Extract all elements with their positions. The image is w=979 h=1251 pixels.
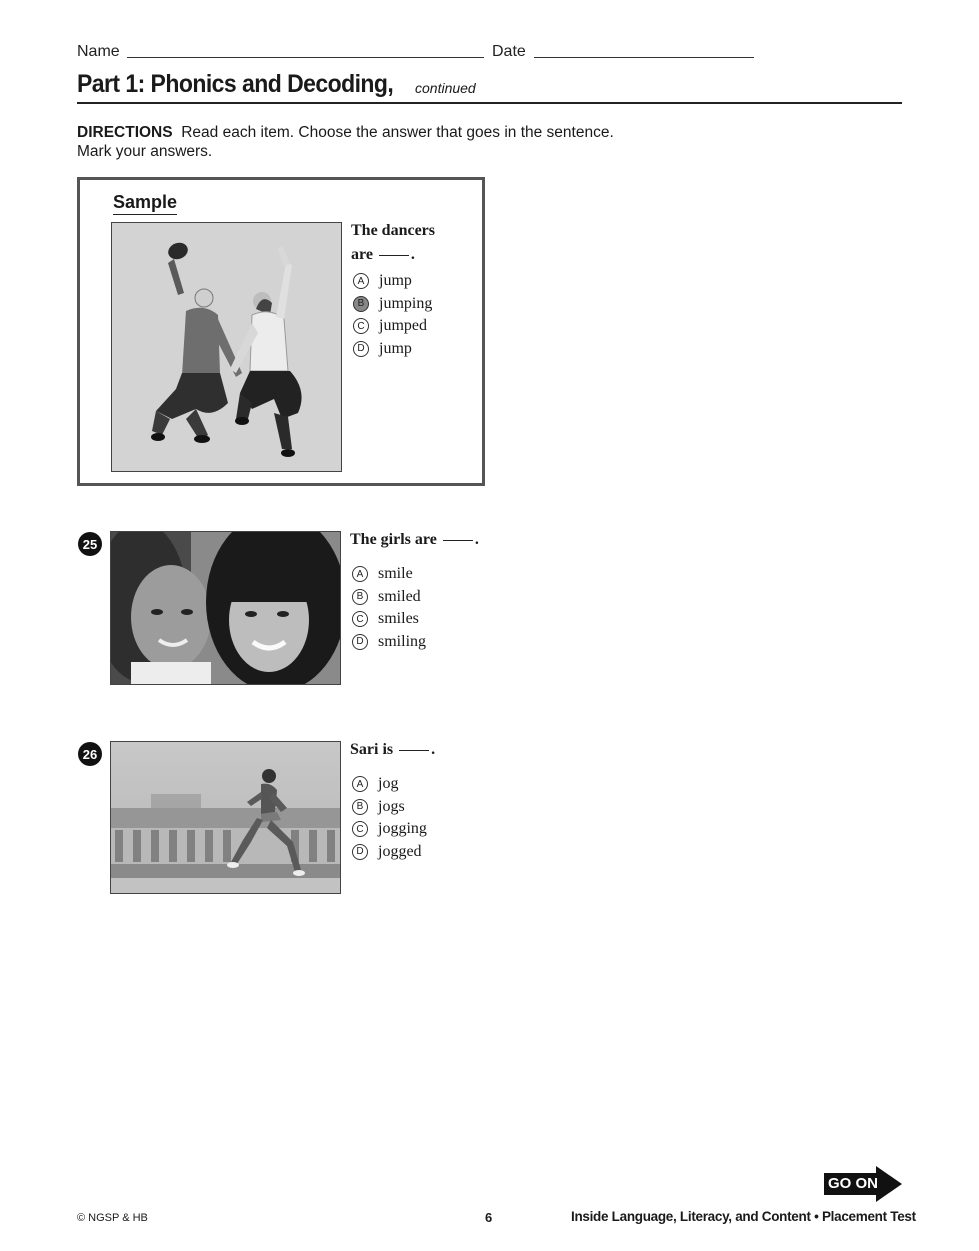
part-subtitle: continued bbox=[415, 80, 476, 96]
sample-option-d[interactable] bbox=[353, 338, 432, 361]
option-text: jumping bbox=[379, 294, 433, 312]
sample-stem-line1: The dancers bbox=[351, 222, 435, 239]
copyright: © NGSP & HB bbox=[77, 1212, 148, 1224]
question-25-options bbox=[352, 563, 426, 653]
question-26-stem: Sari is . bbox=[350, 741, 436, 758]
go-on-arrow bbox=[824, 1166, 902, 1202]
option-text: jump bbox=[379, 272, 412, 290]
book-title: Inside Language, Literacy, and Content • Placement Test bbox=[571, 1209, 916, 1224]
option-text: smiles bbox=[378, 610, 419, 628]
go-on-label: GO ON bbox=[828, 1175, 879, 1192]
q25-option-b[interactable] bbox=[352, 586, 426, 609]
option-text: jogging bbox=[378, 820, 427, 838]
answer-bubble[interactable]: D bbox=[352, 634, 368, 650]
answer-blank bbox=[399, 750, 429, 751]
q25-option-a[interactable] bbox=[352, 563, 426, 586]
directions bbox=[77, 123, 777, 161]
directions-label: DIRECTIONS bbox=[77, 124, 173, 141]
sample-option-c[interactable] bbox=[353, 315, 432, 338]
sample-stem: The dancers are . bbox=[351, 222, 435, 263]
sample-stem-line2: are bbox=[351, 246, 373, 263]
q25-option-c[interactable] bbox=[352, 608, 426, 631]
option-text: smiling bbox=[378, 632, 427, 650]
answer-blank bbox=[443, 540, 473, 541]
directions-text-2: Mark your answers. bbox=[77, 143, 213, 160]
name-label: Name bbox=[77, 43, 120, 60]
date-label: Date bbox=[492, 43, 526, 60]
answer-bubble[interactable]: C bbox=[353, 318, 369, 334]
question-25-stem-text: The girls are bbox=[350, 531, 437, 548]
directions-text-1: Read each item. Choose the answer that goes in the sentence. bbox=[181, 124, 614, 141]
sample-option-b[interactable] bbox=[353, 293, 432, 316]
q26-option-a[interactable] bbox=[352, 773, 427, 796]
option-text: jogged bbox=[378, 842, 422, 860]
answer-bubble[interactable]: A bbox=[352, 776, 368, 792]
option-text: jogs bbox=[378, 797, 405, 815]
question-26-options bbox=[352, 773, 427, 863]
answer-bubble-filled[interactable]: B bbox=[353, 296, 369, 312]
sample-option-a[interactable] bbox=[353, 270, 432, 293]
answer-bubble[interactable]: D bbox=[352, 844, 368, 860]
question-number-25: 25 bbox=[78, 532, 102, 556]
answer-bubble[interactable]: B bbox=[352, 799, 368, 815]
q26-option-d[interactable] bbox=[352, 841, 427, 864]
name-field[interactable] bbox=[127, 57, 484, 58]
date-field[interactable] bbox=[534, 57, 754, 58]
option-text: smiled bbox=[378, 587, 421, 605]
answer-bubble[interactable]: A bbox=[352, 566, 368, 582]
answer-bubble[interactable]: A bbox=[353, 273, 369, 289]
dancers-photo bbox=[111, 222, 342, 472]
answer-bubble[interactable]: C bbox=[352, 821, 368, 837]
page-number: 6 bbox=[485, 1210, 493, 1225]
girls-photo bbox=[110, 531, 341, 685]
option-text: jog bbox=[378, 775, 399, 793]
sample-options bbox=[353, 270, 432, 360]
question-number-26: 26 bbox=[78, 742, 102, 766]
question-26-stem-text: Sari is bbox=[350, 741, 394, 758]
q26-option-c[interactable] bbox=[352, 818, 427, 841]
answer-bubble[interactable]: C bbox=[352, 611, 368, 627]
runner-photo bbox=[110, 741, 341, 894]
part-title: Part 1: Phonics and Decoding, bbox=[77, 70, 394, 98]
answer-blank bbox=[379, 255, 409, 256]
option-text: smile bbox=[378, 565, 413, 583]
page-title bbox=[77, 70, 421, 99]
q25-option-d[interactable] bbox=[352, 631, 426, 654]
question-25-stem: The girls are . bbox=[350, 531, 479, 548]
option-text: jump bbox=[379, 339, 412, 357]
answer-bubble[interactable]: D bbox=[353, 341, 369, 357]
option-text: jumped bbox=[379, 317, 427, 335]
header-rule bbox=[77, 102, 902, 104]
answer-bubble[interactable]: B bbox=[352, 589, 368, 605]
sample-label: Sample bbox=[113, 192, 177, 215]
q26-option-b[interactable] bbox=[352, 796, 427, 819]
